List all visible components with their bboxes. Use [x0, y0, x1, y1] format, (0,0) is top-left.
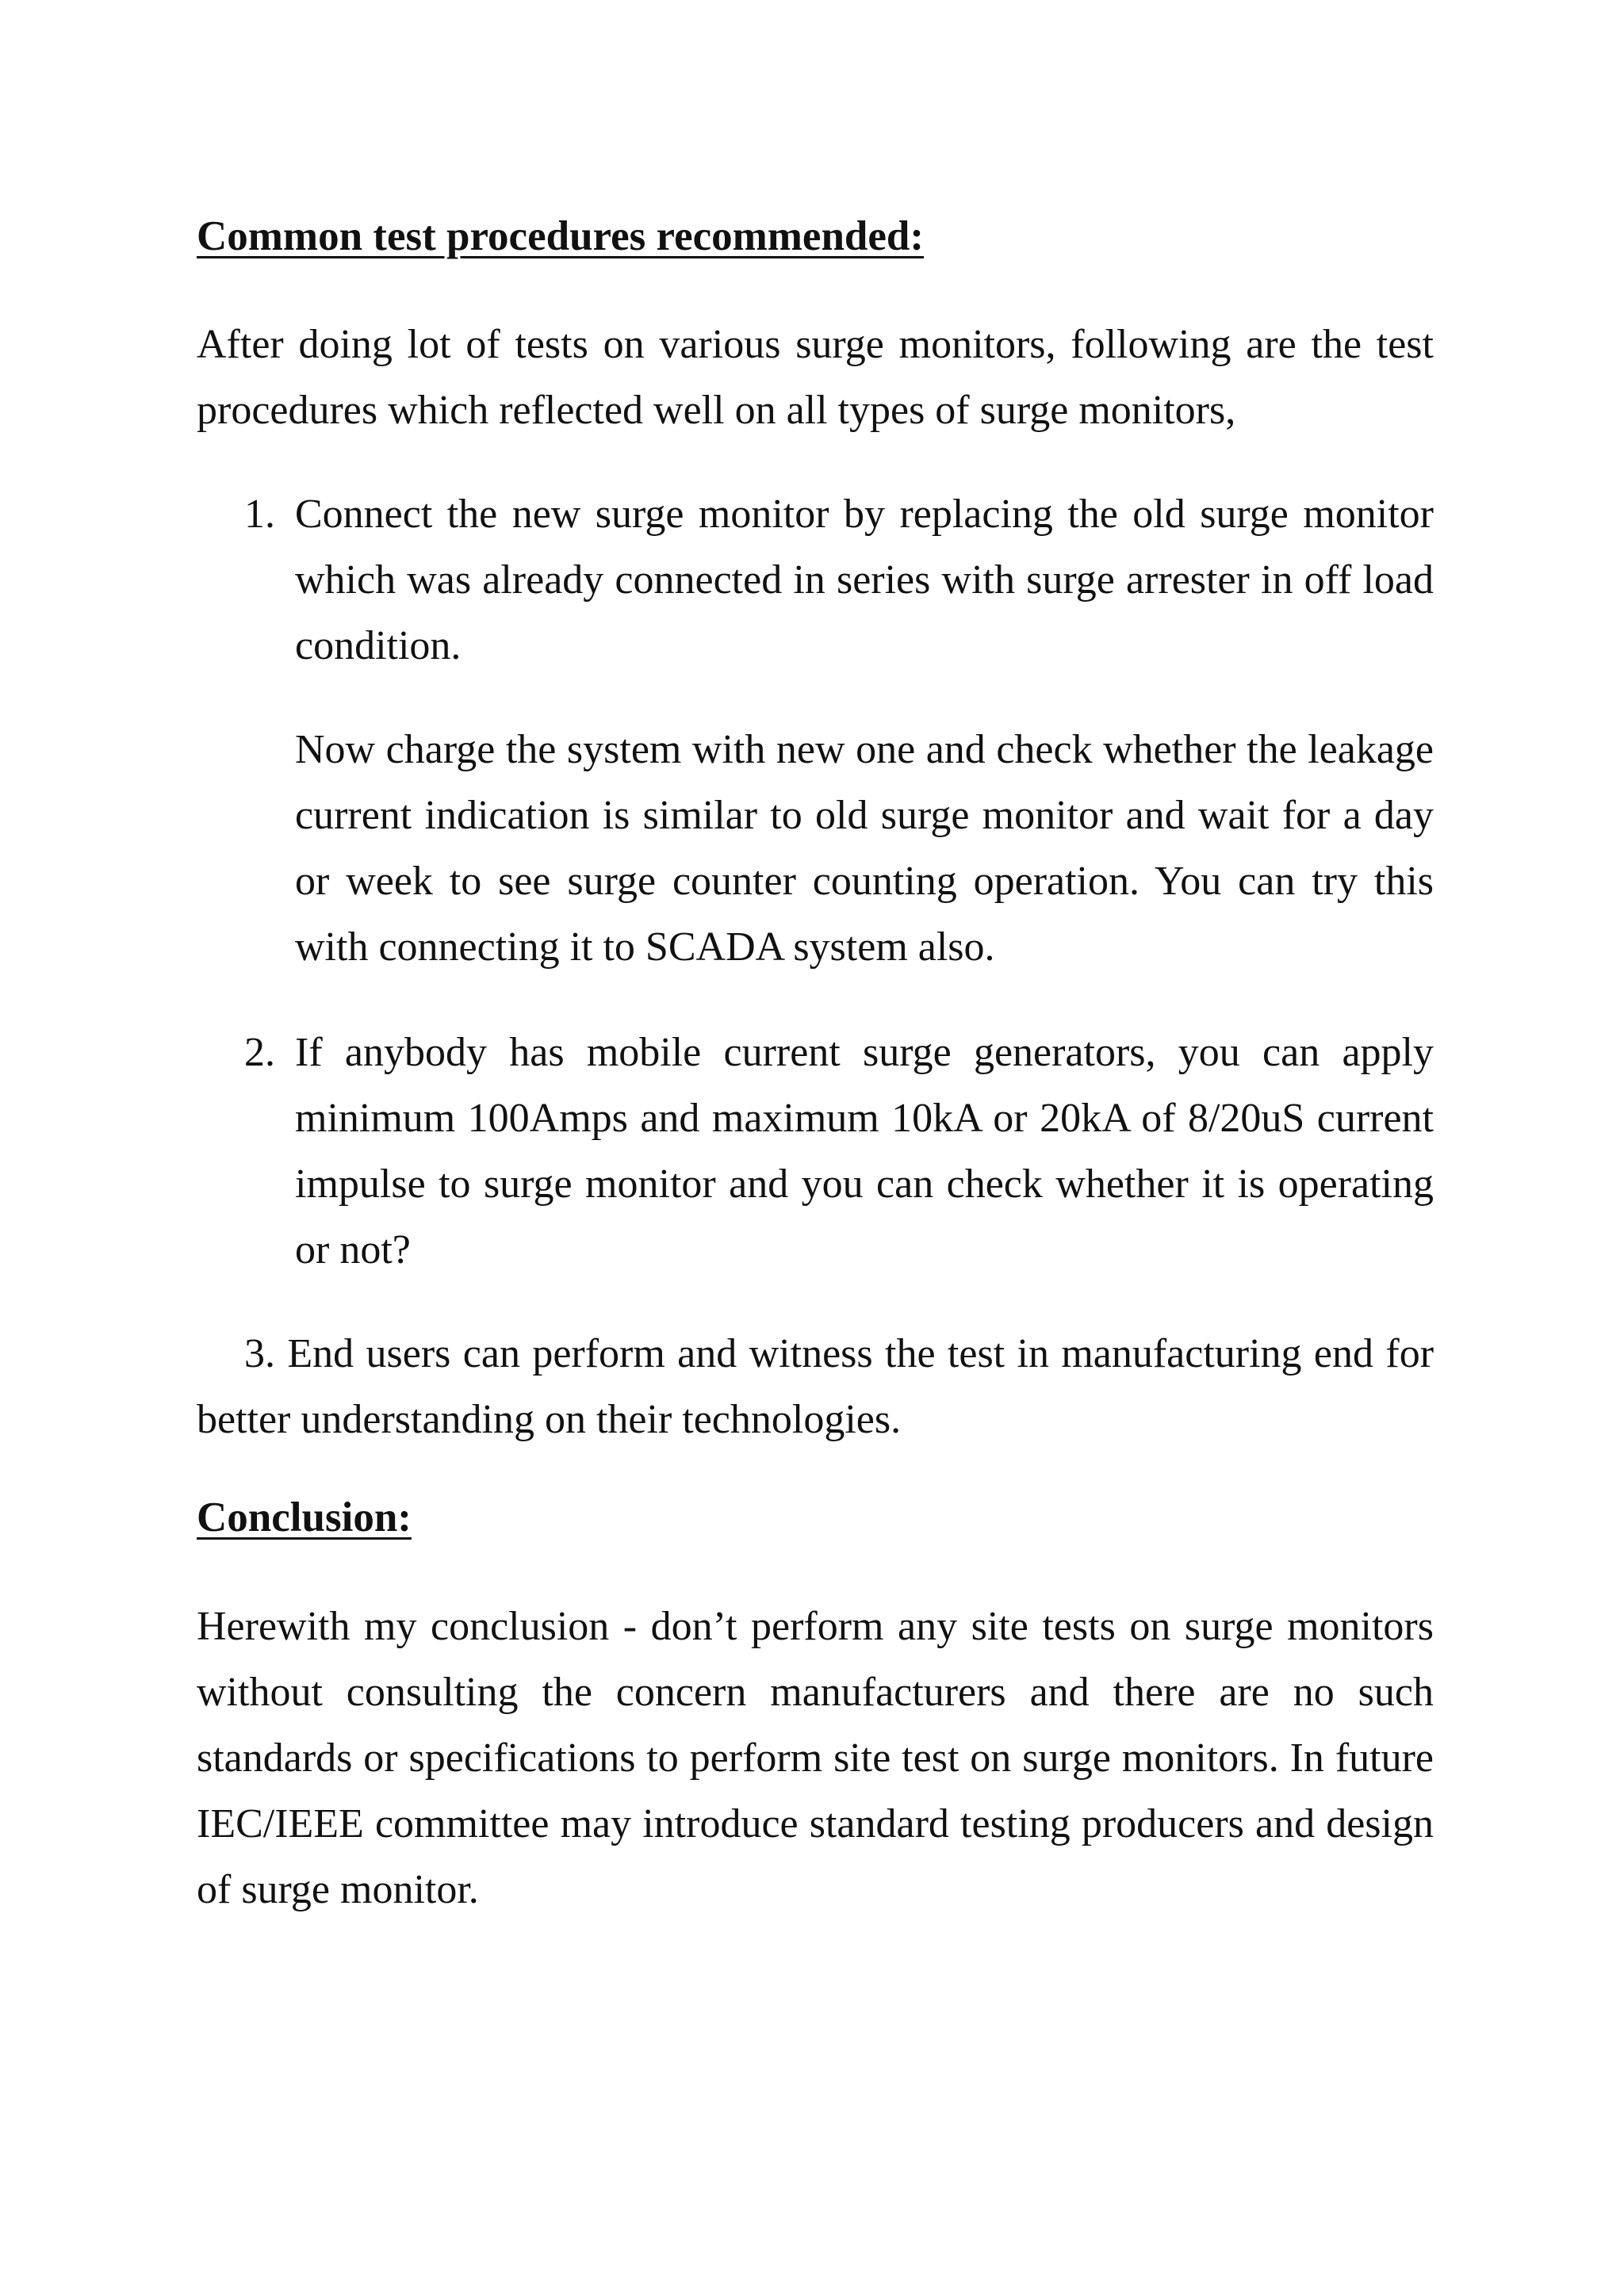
section-heading-conclusion: Conclusion:	[197, 1494, 412, 1540]
list-item-text: If anybody has mobile current surge generators, you can apply minimum 100Amps and maximum 10kA or 20kA of 8/20uS current impulse to surge monitor and you can check whether it is operating or not?	[295, 1030, 1434, 1272]
list-item-1-followup: Now charge the system with new one and check whether the leakage current indication is similar to old surge monitor and wait for a day or week to see surge counter counting operation. You can try this with connecting it to SCADA system also.	[295, 727, 1434, 970]
document-page	[197, 0, 1434, 2296]
section-heading-test-procedures: Common test procedures recommended:	[197, 213, 925, 259]
list-item-number: 2.	[244, 1030, 275, 1075]
conclusion-paragraph: Herewith my conclusion - don’t perform any site tests on surge monitors without consulting the concern manufacturers and there are no such standards or specifications to perform site test on surge monitors. In future IEC/IEEE committee may introduce standard testing producers and design of surge monitor.	[197, 1604, 1434, 1912]
list-item-text: End users can perform and witness the test in manufacturing end for better understanding on their technologies.	[197, 1331, 1434, 1442]
list-item-text: Connect the new surge monitor by replacing the old surge monitor which was already connected in series with surge arrester in off load condition.	[295, 492, 1434, 668]
intro-paragraph: After doing lot of tests on various surge monitors, following are the test procedures which reflected well on all types of surge monitors,	[197, 322, 1434, 433]
list-item-3	[197, 1321, 1434, 1452]
list-item-number: 1.	[244, 492, 275, 537]
list-item-number: 3.	[244, 1331, 275, 1376]
